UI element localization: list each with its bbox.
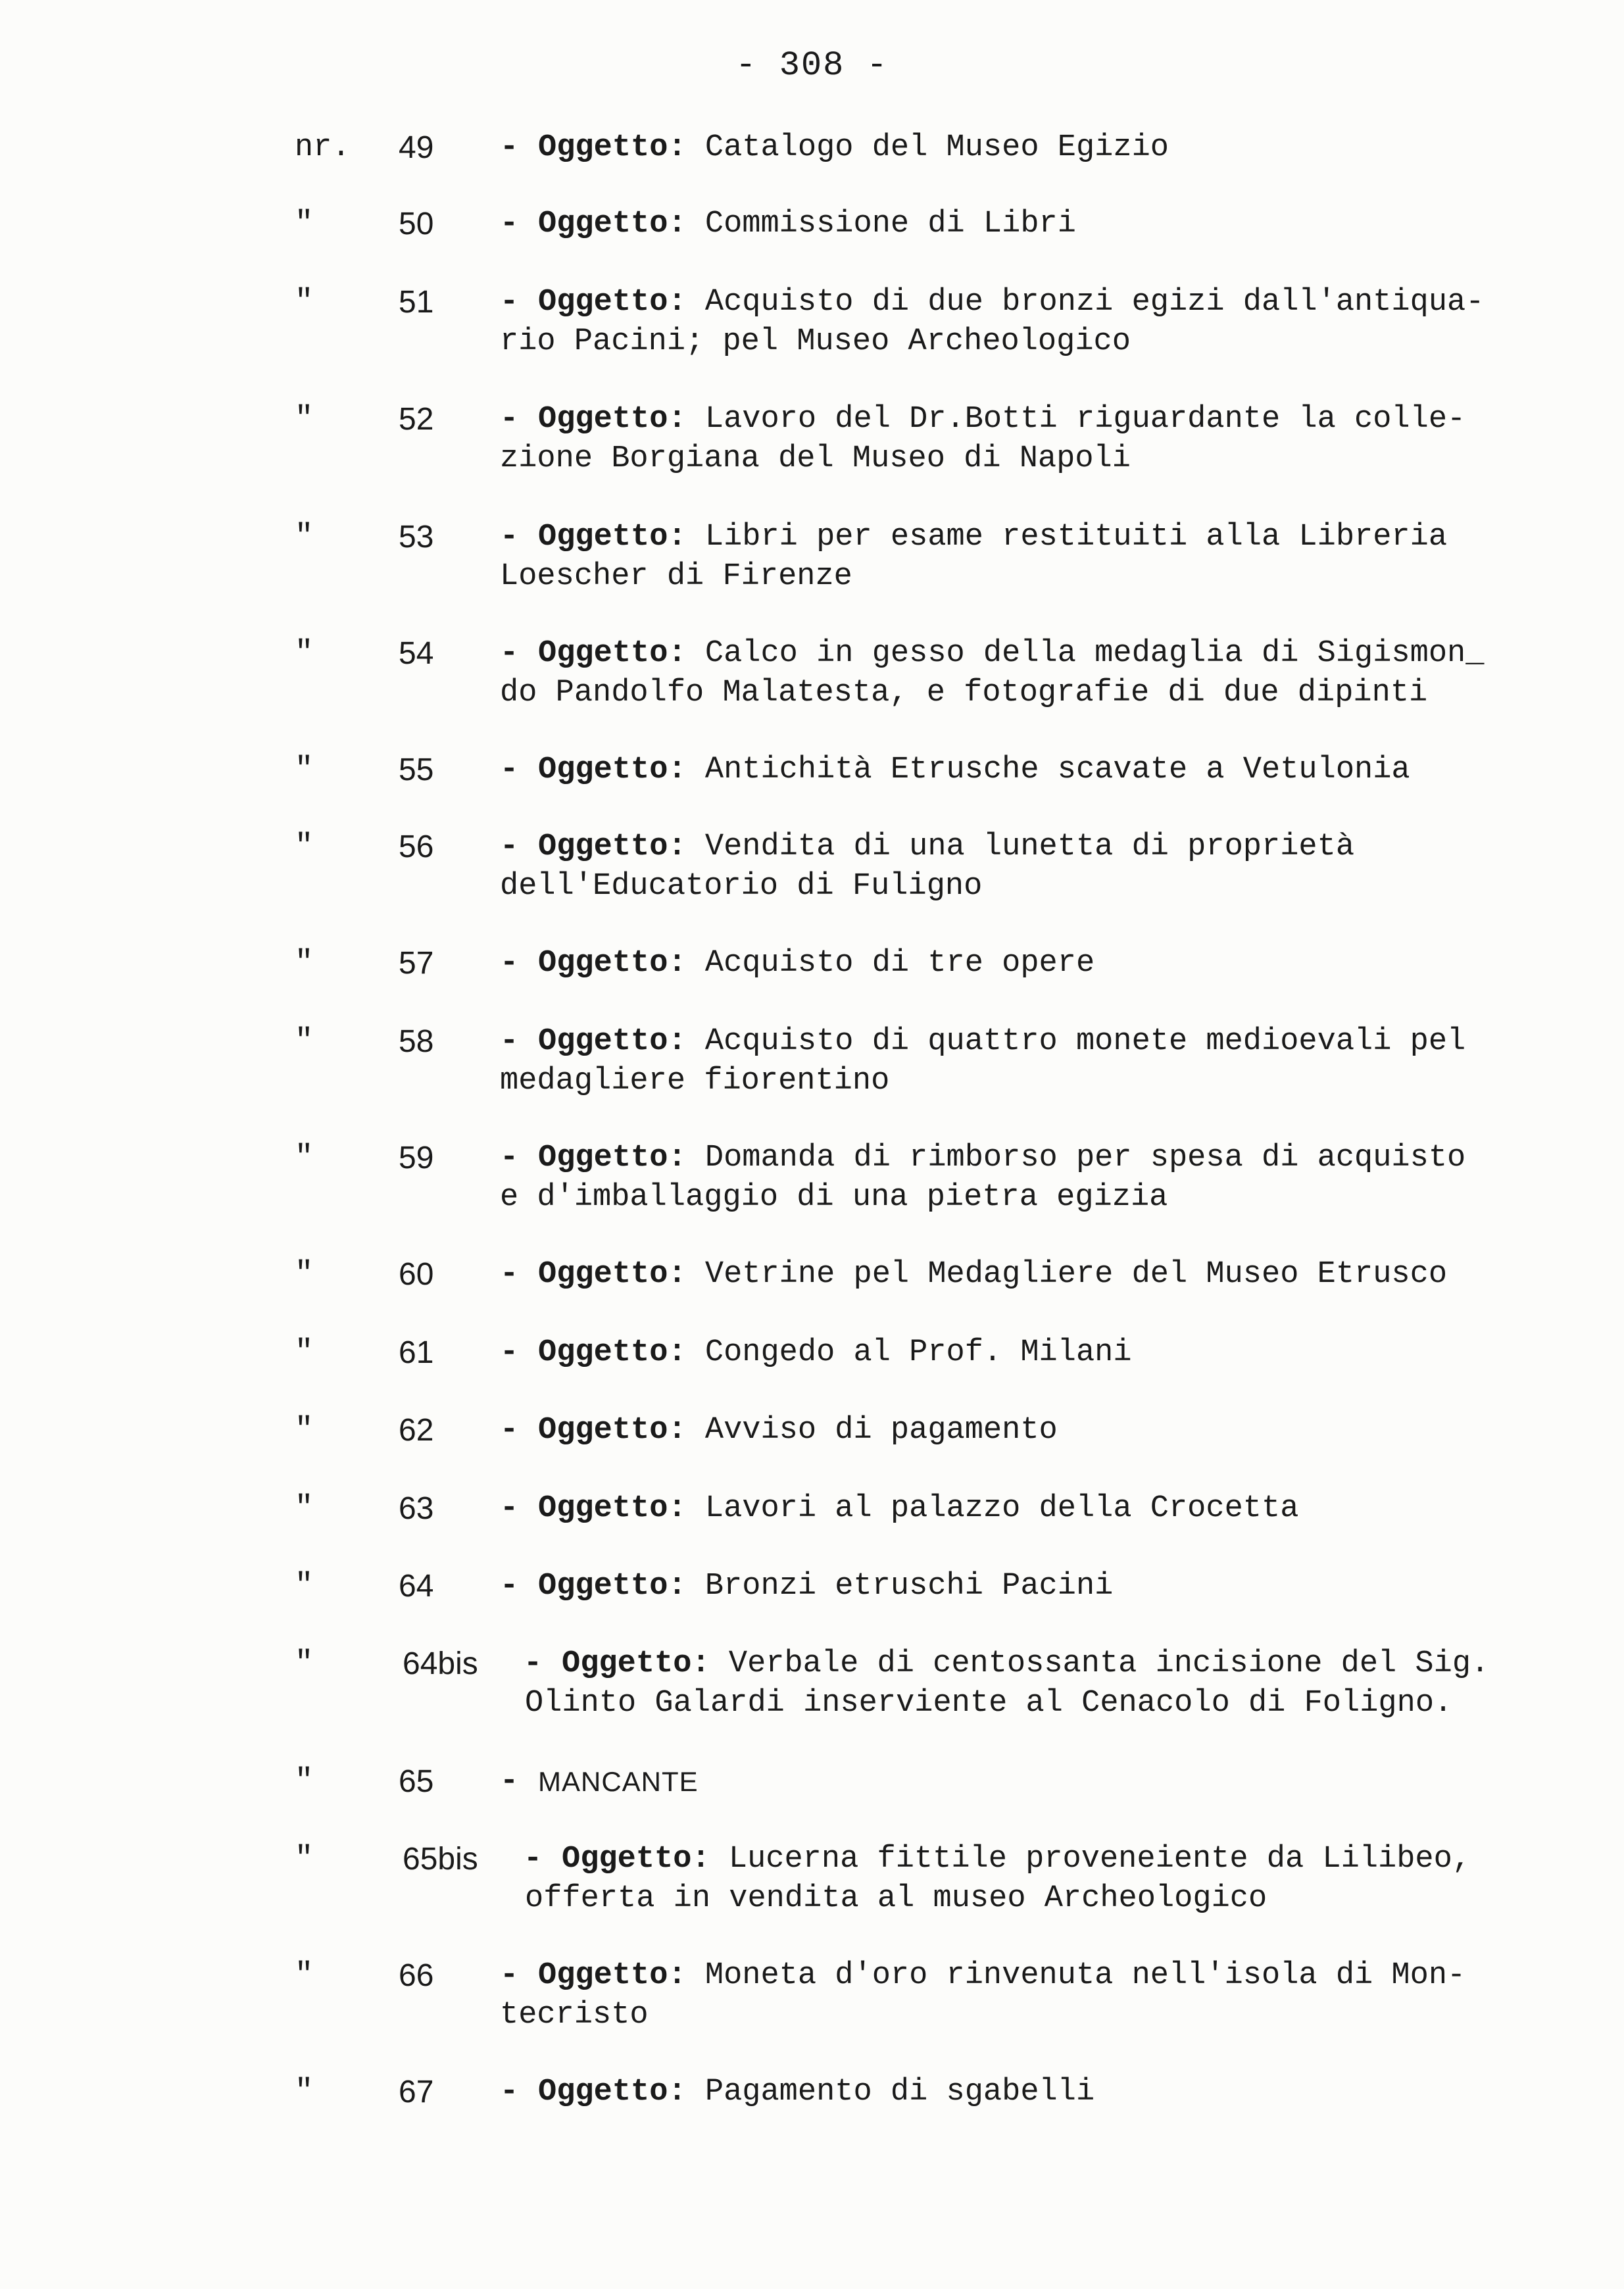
entry-line-1: Vendita di una lunetta di proprietà (704, 829, 1355, 864)
entry-dash: - (500, 207, 519, 241)
entry-text (500, 283, 1552, 362)
entry-text (500, 1956, 1552, 2035)
entry-line-2: medagliere fiorentino (500, 1064, 890, 1098)
entry-dash: - (500, 752, 519, 787)
entry-prefix: " (295, 1646, 314, 1681)
entry-label: Oggetto: (538, 2075, 687, 2109)
entry-number: 53 (399, 520, 434, 554)
entry-number: 66 (399, 1958, 434, 1993)
entry-label: Oggetto: (562, 1842, 710, 1877)
entry-dash: - (500, 1335, 519, 1370)
entry-line-1: MANCANTE (538, 1766, 699, 1797)
entry-prefix: " (295, 1257, 314, 1292)
entry-label: Oggetto: (538, 752, 687, 787)
entry-prefix: " (295, 1842, 314, 1877)
entry-line-1: Domanda di rimborso per spesa di acquisto (704, 1141, 1466, 1175)
entry-label: Oggetto: (538, 1413, 687, 1448)
entry-line-1: Commissione di Libri (704, 207, 1076, 241)
entry-dash: - (500, 1958, 519, 1993)
entry-label: Oggetto: (538, 1958, 687, 1993)
entry-text (500, 827, 1552, 906)
entry-line-1: Lavoro del Dr.Botti riguardante la colle- (704, 402, 1466, 437)
entry-dash: - (500, 829, 519, 864)
entry-line-2: Loescher di Firenze (500, 559, 852, 594)
entry-line-2: dell'Educatorio di Fuligno (500, 869, 983, 904)
entry-prefix: " (295, 1764, 314, 1799)
entry-label: Oggetto: (538, 402, 687, 437)
entry-number: 65 (399, 1764, 434, 1799)
entry-label: Oggetto: (538, 1569, 687, 1604)
entry-prefix: " (295, 402, 314, 437)
entry-text (500, 1255, 1552, 1294)
entry-number: 63 (399, 1491, 434, 1526)
entry-text (500, 1644, 1552, 1723)
entry-text (500, 400, 1552, 479)
entry-label: Oggetto: (538, 829, 687, 864)
entry-line-2: Olinto Galardi inserviente al Cenacolo di Foligno. (525, 1686, 1453, 1721)
entry-number: 61 (399, 1335, 434, 1370)
entry-text (500, 1567, 1552, 1606)
entry-prefix: " (295, 1141, 314, 1175)
entry-number: 62 (399, 1413, 434, 1448)
entry-number: 51 (399, 285, 434, 320)
entry-number: 56 (399, 829, 434, 864)
entry-prefix: " (295, 520, 314, 554)
entry-text (500, 2073, 1552, 2112)
entry-label: Oggetto: (538, 285, 687, 320)
entry-number: 58 (399, 1024, 434, 1059)
entry-line-1: Moneta d'oro rinvenuta nell'isola di Mon- (704, 1958, 1466, 1993)
entry-line-1: Vetrine pel Medagliere del Museo Etrusco (704, 1257, 1448, 1292)
entry-label: Oggetto: (538, 1141, 687, 1175)
entry-line-1: Verbale di centossanta incisione del Sig. (728, 1646, 1490, 1681)
entry-text (500, 1762, 1552, 1802)
entry-text (500, 1840, 1552, 1919)
entry-dash: - (500, 285, 519, 320)
entry-line-1: Libri per esame restituiti alla Libreria (704, 520, 1448, 554)
entry-prefix: " (295, 1958, 314, 1993)
entry-text (500, 944, 1552, 983)
entry-number: 54 (399, 636, 434, 671)
entry-line-1: Acquisto di tre opere (704, 946, 1095, 981)
entry-dash: - (524, 1646, 543, 1681)
entry-prefix: " (295, 636, 314, 671)
entry-number: 67 (399, 2075, 434, 2109)
entry-text (500, 634, 1552, 713)
entry-prefix: nr. (295, 130, 351, 165)
entry-dash: - (524, 1842, 543, 1877)
entry-line-1: Acquisto di due bronzi egizi dall'antiqua- (704, 285, 1485, 320)
entry-prefix: " (295, 1491, 314, 1526)
entry-label: Oggetto: (538, 1257, 687, 1292)
entry-dash: - (500, 1024, 519, 1059)
entry-line-1: Catalogo del Museo Egizio (704, 130, 1169, 165)
entry-prefix: " (295, 946, 314, 981)
entry-text (500, 1139, 1552, 1218)
entry-text (500, 1333, 1552, 1373)
entry-line-1: Lucerna fittile proveneiente da Lilibeo, (728, 1842, 1471, 1877)
entry-line-2: do Pandolfo Malatesta, e fotografie di due dipinti (500, 676, 1428, 710)
entry-line-1: Congedo al Prof. Milani (704, 1335, 1132, 1370)
entry-number: 60 (399, 1257, 434, 1292)
entry-number: 64 (399, 1569, 434, 1604)
entry-line-2: rio Pacini; pel Museo Archeologico (500, 324, 1131, 359)
entry-line-2: e d'imballaggio di una pietra egizia (500, 1180, 1168, 1215)
entry-number: 55 (399, 752, 434, 787)
entry-line-1: Antichità Etrusche scavate a Vetulonia (704, 752, 1410, 787)
entry-label: Oggetto: (538, 207, 687, 241)
entry-text (500, 205, 1552, 244)
entry-number: 52 (399, 402, 434, 437)
entry-number: 59 (399, 1141, 434, 1175)
entry-dash: - (500, 946, 519, 981)
entry-line-1: Bronzi etruschi Pacini (704, 1569, 1114, 1604)
entry-label: Oggetto: (538, 1491, 687, 1526)
entry-prefix: " (295, 1335, 314, 1370)
entry-line-1: Acquisto di quattro monete medioevali pel (704, 1024, 1466, 1059)
entry-label: Oggetto: (538, 636, 687, 671)
entry-prefix: " (295, 1024, 314, 1059)
entry-line-2: zione Borgiana del Museo di Napoli (500, 441, 1131, 476)
entry-label: Oggetto: (562, 1646, 710, 1681)
entry-prefix: " (295, 752, 314, 787)
entry-prefix: " (295, 829, 314, 864)
entry-dash: - (500, 1764, 519, 1799)
entry-prefix: " (295, 1569, 314, 1604)
entry-text (500, 128, 1552, 168)
entry-number: 50 (399, 207, 434, 241)
page-number: - 308 - (735, 46, 889, 85)
entry-dash: - (500, 402, 519, 437)
entry-prefix: " (295, 1413, 314, 1448)
entry-label: Oggetto: (538, 946, 687, 981)
entry-text (500, 1489, 1552, 1529)
entry-label: Oggetto: (538, 520, 687, 554)
entry-prefix: " (295, 207, 314, 241)
entry-number: 64bis (403, 1646, 478, 1681)
entry-line-1: Lavori al palazzo della Crocetta (704, 1491, 1299, 1526)
entry-dash: - (500, 2075, 519, 2109)
entry-number: 49 (399, 130, 434, 165)
entry-dash: - (500, 1257, 519, 1292)
entry-label: Oggetto: (538, 130, 687, 165)
entry-line-2: offerta in vendita al museo Archeologico (525, 1881, 1267, 1916)
entry-dash: - (500, 520, 519, 554)
entry-prefix: " (295, 2075, 314, 2109)
entry-label: Oggetto: (538, 1024, 687, 1059)
entry-number: 65bis (403, 1842, 478, 1877)
entry-number: 57 (399, 946, 434, 981)
entry-text (500, 1022, 1552, 1101)
entry-dash: - (500, 1413, 519, 1448)
entry-text (500, 518, 1552, 597)
entry-dash: - (500, 1141, 519, 1175)
entry-dash: - (500, 130, 519, 165)
entry-label: Oggetto: (538, 1335, 687, 1370)
entry-text (500, 751, 1552, 790)
entry-dash: - (500, 636, 519, 671)
entry-line-1: Calco in gesso della medaglia di Sigismon_ (704, 636, 1485, 671)
entry-text (500, 1411, 1552, 1450)
entry-dash: - (500, 1569, 519, 1604)
entry-prefix: " (295, 285, 314, 320)
entry-line-1: Pagamento di sgabelli (704, 2075, 1095, 2109)
entry-line-2: tecristo (500, 1998, 649, 2032)
entry-line-1: Avviso di pagamento (704, 1413, 1058, 1448)
entry-dash: - (500, 1491, 519, 1526)
